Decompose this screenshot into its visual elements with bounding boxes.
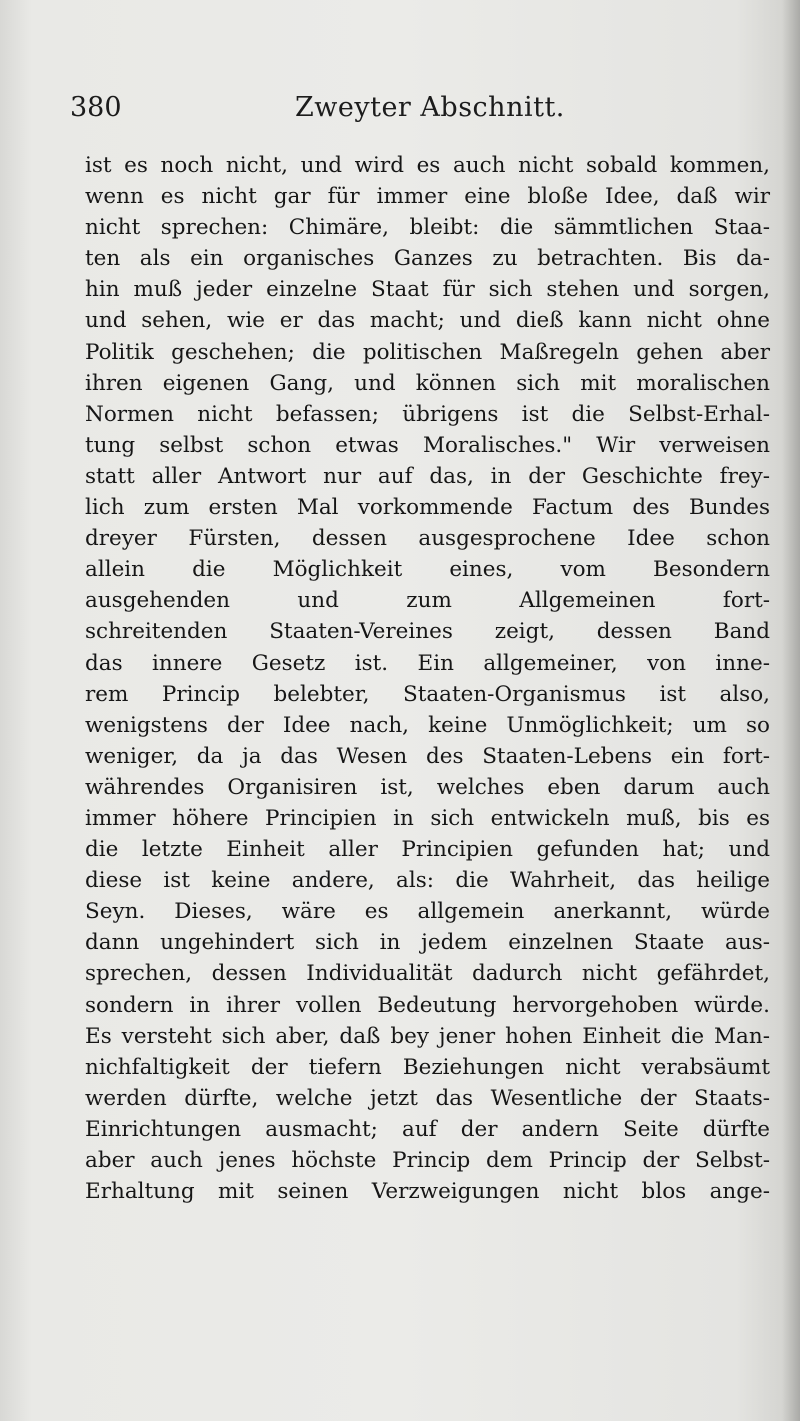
text-line: ausgehenden und zum Allgemeinen fort-: [85, 588, 770, 614]
text-line: weniger, da ja das Wesen des Staaten-Lebens ein fort-: [85, 743, 770, 769]
text-line: schreitenden Staaten-Vereines zeigt, dessen Band: [85, 619, 770, 645]
text-line: Erhaltung mit seinen Verzweigungen nicht blos ange-: [85, 1179, 770, 1205]
text-line: Einrichtungen ausmacht; auf der andern Seite dürfte: [85, 1116, 770, 1142]
text-line: die letzte Einheit aller Principien gefunden hat; und: [85, 837, 770, 863]
text-line: und sehen, wie er das macht; und dieß kann nicht ohne: [85, 308, 770, 334]
text-line: Normen nicht befassen; übrigens ist die Selbst-Erhal-: [85, 401, 770, 427]
page-header: [70, 92, 760, 132]
text-line: Seyn. Dieses, wäre es allgemein anerkannt, würde: [85, 899, 770, 925]
page-number: 380: [70, 92, 122, 123]
text-line: dreyer Fürsten, dessen ausgesprochene Idee schon: [85, 526, 770, 552]
text-line: tung selbst schon etwas Moralisches." Wir verweisen: [85, 432, 770, 458]
text-line: wenigstens der Idee nach, keine Unmöglichkeit; um so: [85, 712, 770, 738]
text-line: nicht sprechen: Chimäre, bleibt: die sämmtlichen Staa-: [85, 215, 770, 241]
text-line: das innere Gesetz ist. Ein allgemeiner, von inne-: [85, 650, 770, 676]
text-line: Es versteht sich aber, daß bey jener hohen Einheit die Man-: [85, 1023, 770, 1049]
text-line: rem Princip belebter, Staaten-Organismus ist also,: [85, 681, 770, 707]
text-line: allein die Möglichkeit eines, vom Besondern: [85, 557, 770, 583]
text-line: sondern in ihrer vollen Bedeutung hervorgehoben würde.: [85, 992, 770, 1018]
text-line: hin muß jeder einzelne Staat für sich stehen und sorgen,: [85, 277, 770, 303]
text-line: Politik geschehen; die politischen Maßregeln gehen aber: [85, 339, 770, 365]
text-line: sprechen, dessen Individualität dadurch nicht gefährdet,: [85, 961, 770, 987]
text-line: ten als ein organisches Ganzes zu betrachten. Bis da-: [85, 246, 770, 272]
text-line: wenn es nicht gar für immer eine bloße Idee, daß wir: [85, 184, 770, 210]
text-line: lich zum ersten Mal vorkommende Factum des Bundes: [85, 495, 770, 521]
text-line: nichfaltigkeit der tiefern Beziehungen nicht verabsäumt: [85, 1054, 770, 1080]
text-line: werden dürfte, welche jetzt das Wesentliche der Staats-: [85, 1085, 770, 1111]
text-line: immer höhere Principien in sich entwickeln muß, bis es: [85, 805, 770, 831]
running-head: Zweyter Abschnitt.: [295, 92, 565, 123]
text-line: ist es noch nicht, und wird es auch nicht sobald kommen,: [85, 153, 770, 178]
text-line: statt aller Antwort nur auf das, in der Geschichte frey-: [85, 463, 770, 489]
text-line: diese ist keine andere, als: die Wahrheit, das heilige: [85, 868, 770, 894]
body-text: [85, 150, 770, 1207]
text-line: währendes Organisiren ist, welches eben darum auch: [85, 774, 770, 800]
text-line: ihren eigenen Gang, und können sich mit moralischen: [85, 370, 770, 396]
text-line: aber auch jenes höchste Princip dem Princip der Selbst-: [85, 1148, 770, 1173]
text-line: dann ungehindert sich in jedem einzelnen Staate aus-: [85, 930, 770, 956]
